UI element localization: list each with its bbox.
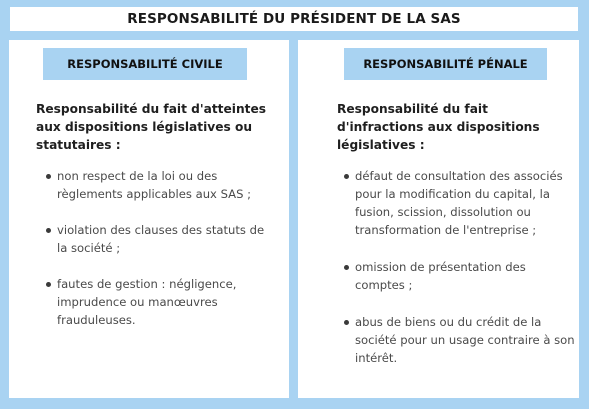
title-banner xyxy=(10,7,578,31)
criminal-liability-header xyxy=(344,48,547,80)
bullet-icon xyxy=(46,174,51,179)
criminal-liability-heading: RESPONSABILITÉ PÉNALE xyxy=(363,57,528,71)
list-item xyxy=(344,167,576,239)
bullet-icon xyxy=(344,174,349,179)
bullet-icon xyxy=(46,282,51,287)
bullet-icon xyxy=(344,320,349,325)
bullet-icon xyxy=(344,265,349,270)
civil-liability-heading: RESPONSABILITÉ CIVILE xyxy=(67,57,223,71)
list-item xyxy=(46,275,271,329)
civil-liability-intro: Responsabilité du fait d'atteintes aux dispositions législatives ou statutaires : xyxy=(36,102,266,152)
civil-liability-panel xyxy=(9,40,289,398)
page-title: RESPONSABILITÉ DU PRÉSIDENT DE LA SAS xyxy=(127,11,461,27)
list-item-text: abus de biens ou du crédit de la société pour un usage contraire à son intérêt. xyxy=(355,315,575,365)
list-item-text: omission de présentation des comptes ; xyxy=(355,260,526,292)
criminal-liability-panel xyxy=(298,40,579,398)
list-item-text: défaut de consultation des associés pour la modification du capital, la fusion, scission, dissolution ou transformation de l'entreprise ; xyxy=(355,169,563,237)
civil-liability-list xyxy=(46,167,271,329)
list-item xyxy=(344,313,576,367)
list-item xyxy=(46,221,271,257)
list-item xyxy=(46,167,271,203)
list-item-text: fautes de gestion : négligence, imprudence ou manœuvres frauduleuses. xyxy=(57,277,237,327)
list-item xyxy=(344,258,576,294)
list-item-text: violation des clauses des statuts de la société ; xyxy=(57,223,265,255)
criminal-liability-intro: Responsabilité du fait d'infractions aux dispositions législatives : xyxy=(337,102,540,152)
criminal-liability-list xyxy=(344,167,576,367)
civil-liability-header xyxy=(43,48,247,80)
list-item-text: non respect de la loi ou des règlements applicables aux SAS ; xyxy=(57,169,252,201)
bullet-icon xyxy=(46,228,51,233)
